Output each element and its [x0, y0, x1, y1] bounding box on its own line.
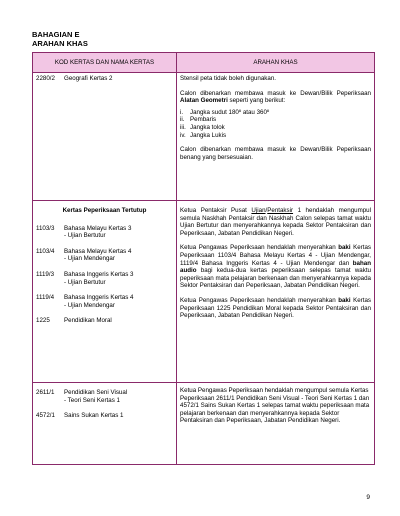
instruction-text	[180, 207, 371, 237]
paper-entry	[36, 248, 173, 263]
section-subheading: ARAHAN KHAS	[32, 39, 88, 48]
paper-entry	[36, 294, 173, 309]
instruction-text	[180, 90, 371, 105]
text-span: Ketua Pengawas Peperiksaan hendaklah menyerahkan	[180, 296, 339, 304]
bold-text: baki	[338, 296, 351, 304]
list-number: ii.	[180, 116, 185, 124]
closed-papers-title: Kertas Peperiksaan Tertutup	[62, 207, 147, 214]
instruction-cell	[177, 201, 375, 383]
paper-subtitle: - Teori Seni Kertas 1	[64, 396, 120, 404]
paper-name: Pendidikan Moral	[64, 317, 112, 325]
page-number: 9	[366, 494, 370, 501]
paper-subtitle: - Ujian Mendengar	[64, 255, 115, 263]
list-number: i.	[180, 108, 184, 116]
bold-text: Alatan Geometri	[180, 97, 228, 105]
instruction-cell	[177, 73, 375, 201]
header-special-instructions: ARAHAN KHAS	[177, 53, 375, 73]
paper-name: Bahasa Inggeris Kertas 3	[64, 270, 134, 278]
paper-name: Geografi Kertas 2	[64, 75, 113, 82]
bold-text: baki	[338, 244, 351, 252]
header-paper-code: KOD KERTAS DAN NAMA KERTAS	[33, 53, 177, 73]
underlined-text: Ujian	[251, 207, 266, 214]
table-row	[33, 201, 375, 383]
paper-entry	[36, 225, 173, 240]
instruction-text: Ketua Pengawas Peperiksaan hendaklah mengumpul semula Kertas Peperiksaan 2611/1 Pendidikan Seni Visual - Teori Seni Kertas 1 dan 4572/1 Sains Sukan Kertas 1 selepas tamat waktu peperiksaan mata pelajaran berkenaan dan menyerahkannya kepada Sektor Pentaksiran dan Peperiksaan, Jabatan Pendidikan Negeri.	[180, 387, 370, 425]
instruction-text	[180, 297, 371, 320]
paper-code: 1119/4	[36, 294, 55, 302]
paper-code: 4572/1	[36, 412, 55, 420]
list-item	[180, 132, 371, 140]
text-span: Calon dibenarkan membawa masuk ke Dewan/Bilik Peperiksaan	[180, 89, 371, 97]
list-item	[180, 124, 371, 132]
text-span: Ketua Pengawas Peperiksaan hendaklah menyerahkan	[180, 244, 339, 252]
text-span: bagi kedua-dua kertas peperiksaan selepas tamat waktu peperiksaan mata pelajaran berkenaan dan menyerahkannya kepada Sektor Pentaksiran dan Peperiksaan, Jabatan Pendidikan Negeri.	[180, 267, 371, 290]
list-text: Jangka Lukis	[190, 131, 227, 139]
paper-subtitle: - Ujian Bertutur	[64, 278, 106, 286]
paper-name: Bahasa Melayu Kertas 3	[64, 224, 132, 232]
text-span: 1 hendaklah mengumpul semula Naskhah Pentaksir dan Naskhah Calon selepas tamat waktu Ujian Bertutur dan menyerahkannya kepada Sektor Pentaksiran dan Peperiksaan, Jabatan Pendidikan Negeri.	[180, 207, 371, 237]
paper-name: Sains Sukan Kertas 1	[64, 412, 124, 420]
list-number: iii.	[180, 123, 186, 131]
instrument-list	[180, 109, 371, 139]
paper-name: Pendidikan Seni Visual	[64, 389, 128, 396]
instructions-table	[32, 52, 375, 465]
text-span: seperti yang berikut:	[227, 97, 286, 105]
paper-subtitle: - Ujian Bertutur	[64, 232, 106, 240]
instruction-text	[180, 244, 371, 290]
paper-entry	[36, 412, 173, 420]
paper-cell	[33, 73, 177, 201]
list-item	[180, 109, 371, 117]
paper-name: Bahasa Melayu Kertas 4	[64, 247, 132, 255]
paper-entry	[36, 317, 173, 325]
instruction-cell	[177, 383, 375, 465]
paper-code: 1225	[36, 317, 50, 325]
paper-subtitle: - Ujian Mendengar	[64, 301, 115, 309]
list-number: iv.	[180, 131, 186, 139]
table-header-row	[33, 53, 375, 73]
instruction-text: Calon dibenarkan membawa masuk ke Dewan/Bilik Peperiksaan benang yang bersesuaian.	[180, 146, 371, 161]
text-span: /	[265, 207, 268, 214]
instruction-text: Stensil peta tidak boleh digunakan.	[180, 75, 276, 82]
list-item	[180, 116, 371, 124]
text-span: Kertas Peperiksaan 1225 Pendidikan Moral kepada Sektor Pentaksiran dan Peperiksaan, Jabatan Pendidikan Negeri.	[180, 296, 371, 320]
text-span: Ketua Pentaksir Pusat	[180, 207, 252, 214]
paper-code: 2611/1	[36, 389, 55, 396]
table-row	[33, 73, 375, 201]
paper-entry	[36, 271, 173, 286]
table-row	[33, 383, 375, 465]
list-text: Jangka tolok	[190, 123, 225, 131]
paper-code: 1103/4	[36, 247, 55, 255]
paper-cell	[33, 201, 177, 383]
list-text: Pembaris	[190, 116, 217, 124]
paper-code: 2280/2	[36, 75, 55, 82]
paper-name: Bahasa Inggeris Kertas 4	[64, 294, 134, 302]
list-text: Jangka sudut 180º atau 360º	[190, 108, 270, 116]
paper-code: 1103/3	[36, 224, 55, 232]
section-heading: BAHAGIAN E	[32, 30, 80, 39]
bold-text: bahan audio	[180, 259, 371, 275]
paper-entry	[36, 389, 173, 404]
paper-cell	[33, 383, 177, 465]
paper-code: 1119/3	[36, 270, 55, 278]
text-span: Kertas Peperiksaan 1103/4 Bahasa Melayu Kertas 4 - Ujian Mendengar, 1119/4 Bahasa Inggeris Kertas 4 - Ujian Mendengar dan	[180, 244, 371, 267]
underlined-text: Pentaksir	[267, 207, 294, 214]
